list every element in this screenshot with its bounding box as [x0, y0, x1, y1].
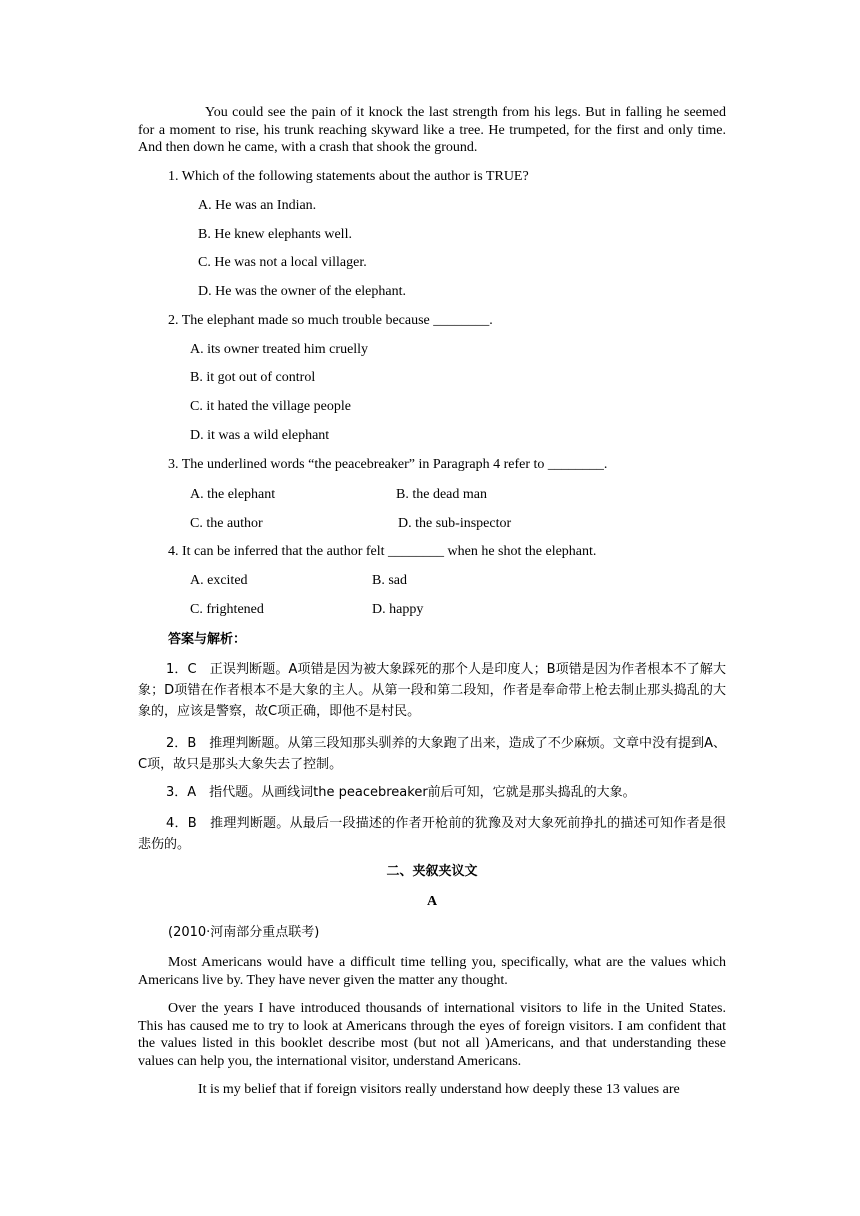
- q2-option-c: C. it hated the village people: [190, 399, 351, 414]
- passage2-paragraph-3: It is my belief that if foreign visitors really understand how deeply these 13 values are: [198, 1082, 680, 1097]
- passage-source: (2010·河南部分重点联考): [168, 925, 320, 940]
- question-1-stem: 1. Which of the following statements about the author is TRUE?: [168, 169, 529, 184]
- q2-option-d: D. it was a wild elephant: [190, 428, 330, 443]
- q4-option-b: B. sad: [372, 573, 407, 588]
- q3-option-d: D. the sub-inspector: [398, 516, 512, 531]
- q2-option-a: A. its owner treated him cruelly: [190, 342, 369, 357]
- answer-1: 1．C 正误判断题。A项错是因为被大象踩死的那个人是印度人；B项错是因为作者根本不了解大象；D项错在作者根本不是大象的主人。从第一段和第二段知，作者是奉命带上枪去制止那头捣乱的大象的，应该是警察，故C项正确，即他不是村民。: [138, 662, 726, 719]
- question-3-stem: 3. The underlined words “the peacebreaker” in Paragraph 4 refer to ________.: [168, 457, 608, 472]
- q2-option-b: B. it got out of control: [190, 370, 316, 385]
- q3-option-c: C. the author: [190, 516, 263, 531]
- passage2-paragraph-2: Over the years I have introduced thousands of international visitors to life in the United States. This has caused me to try to look at Americans through the eyes of foreign visitors. I am confident that the values listed in this booklet describe most (but not all )Americans, and that understanding these values can help you, the international visitor, understand Americans.: [138, 1001, 726, 1069]
- q1-option-b: B. He knew elephants well.: [198, 227, 352, 242]
- q1-option-c: C. He was not a local villager.: [198, 255, 367, 270]
- q1-option-a: A. He was an Indian.: [198, 198, 317, 213]
- q3-option-b: B. the dead man: [396, 487, 487, 502]
- section-title: 二、夹叙夹议文: [386, 864, 478, 879]
- answer-4: 4．B 推理判断题。从最后一段描述的作者开枪前的犹豫及对大象死前挣扎的描述可知作者是很悲伤的。: [138, 816, 726, 852]
- q4-option-c: C. frightened: [190, 602, 264, 617]
- q1-option-d: D. He was the owner of the elephant.: [198, 284, 406, 299]
- question-2-stem: 2. The elephant made so much trouble because ________.: [168, 313, 493, 328]
- question-4-stem: 4. It can be inferred that the author felt ________ when he shot the elephant.: [168, 544, 597, 559]
- q4-option-a: A. excited: [190, 573, 248, 588]
- section-label: A: [426, 894, 438, 909]
- answer-2: 2．B 推理判断题。从第三段知那头驯养的大象跑了出来，造成了不少麻烦。文章中没有提到A、C项，故只是那头大象失去了控制。: [138, 736, 726, 772]
- q4-option-d: D. happy: [372, 602, 424, 617]
- answers-heading: 答案与解析：: [168, 632, 247, 647]
- passage2-paragraph-1: Most Americans would have a difficult time telling you, specifically, what are the values which Americans live by. They have never given the matter any thought.: [138, 955, 726, 988]
- passage-end-paragraph: You could see the pain of it knock the last strength from his legs. But in falling he seemed for a moment to rise, his trunk reaching skyward like a tree. He trumpeted, for the first and only time. And then down he came, with a crash that shook the ground.: [138, 105, 726, 155]
- q3-option-a: A. the elephant: [190, 487, 276, 502]
- answer-3: 3．A 指代题。从画线词the peacebreaker前后可知，它就是那头捣乱的大象。: [166, 785, 636, 800]
